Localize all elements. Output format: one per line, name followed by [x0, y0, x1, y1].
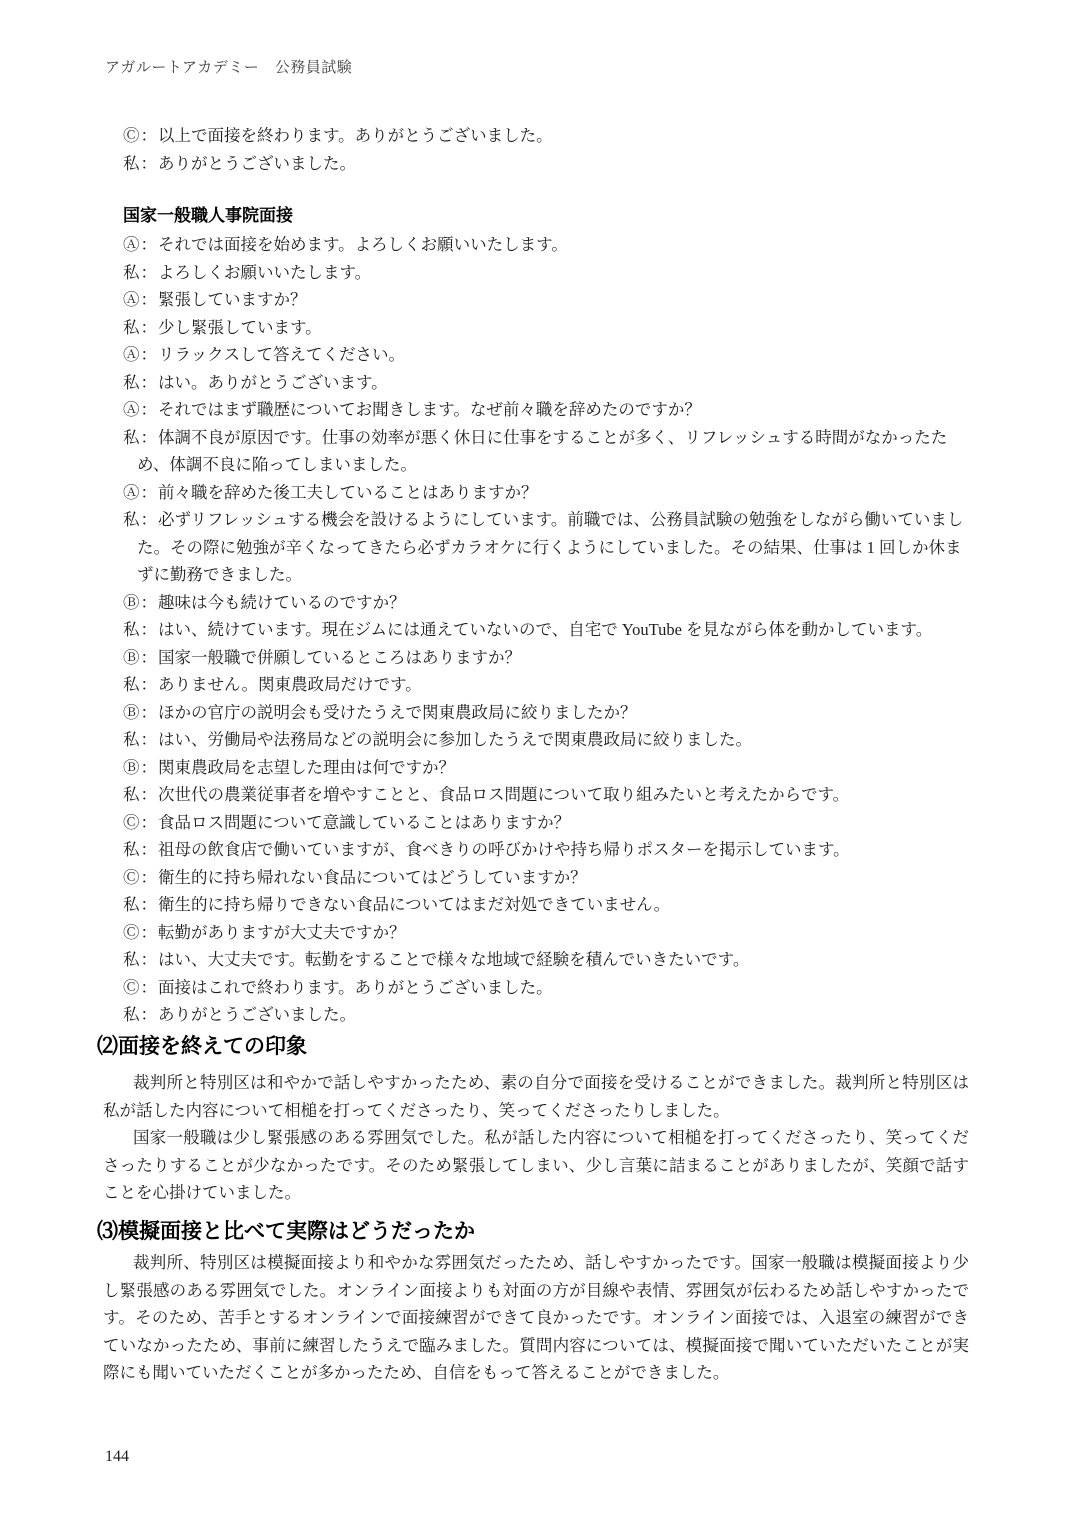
- speaker-label: 私：: [123, 895, 158, 914]
- dialogue-text: 関東農政局を志望した理由は何ですか？: [158, 757, 455, 777]
- dialogue-text: はい。ありがとうございます。: [158, 372, 388, 392]
- dialogue-line: [123, 699, 968, 727]
- speaker-label: 私：: [123, 372, 158, 392]
- doc-header: アガルートアカデミー 公務員試験: [105, 59, 353, 76]
- speaker-label: Ⓑ：: [123, 592, 158, 612]
- speaker-label: 私：: [123, 153, 158, 173]
- dialogue-line: [123, 314, 968, 342]
- dialogue-text: それでは面接を始めます。よろしくお願いいたします。: [158, 235, 568, 254]
- dialogue-line: [123, 341, 968, 369]
- interview-dialogue-block: [123, 231, 968, 1029]
- paragraph: 国家一般職は少し緊張感のある雰囲気でした。私が話した内容について相槌を打ってくださったり、笑ってくださったりすることが少なかったです。そのため緊張してしまい、少し言葉に詰まることがありましたが、笑顔で話すことを心掛けていました。: [103, 1128, 969, 1203]
- dialogue-line: [123, 864, 968, 892]
- section-heading-jinjiin-interview: 国家一般職人事院面接: [123, 206, 293, 225]
- speaker-label: Ⓐ：: [123, 235, 158, 254]
- speaker-label: Ⓑ：: [123, 757, 158, 777]
- speaker-label: 私：: [123, 675, 158, 694]
- dialogue-line: [123, 286, 968, 314]
- speaker-label: 私：: [123, 427, 158, 447]
- dialogue-text: 面接はこれで終わります。ありがとうございました。: [158, 977, 553, 997]
- dialogue-line: [123, 781, 968, 809]
- dialogue-text: それではまず職歴についてお聞きします。なぜ前々職を辞めたのですか？: [158, 400, 701, 419]
- dialogue-text: 趣味は今も続けているのですか？: [158, 592, 406, 612]
- dialogue-text: 衛生的に持ち帰りできない食品についてはまだ対処できていません。: [158, 895, 671, 914]
- dialogue-text: ありがとうございました。: [158, 1005, 356, 1024]
- comparison-paragraphs: [103, 1249, 969, 1387]
- dialogue-line: [123, 479, 968, 507]
- dialogue-text: 以上で面接を終わります。ありがとうございました。: [158, 126, 553, 145]
- dialogue-line: [123, 946, 968, 974]
- dialogue-line: [123, 506, 968, 589]
- dialogue-text: リラックスして答えてください。: [158, 345, 406, 364]
- dialogue-text: 緊張していますか？: [158, 290, 307, 309]
- dialogue-text: 必ずリフレッシュする機会を設けるようにしています。前職では、公務員試験の勉強をしながら働いていました。その際に勉強が辛くなってきたら必ずカラオケに行くようにしていました。その結果、仕事は 1 回しか休まずに勤務できました。: [137, 510, 964, 584]
- dialogue-line: [123, 836, 968, 864]
- dialogue-line: [123, 754, 968, 782]
- dialogue-line: [123, 369, 968, 397]
- dialogue-line: [123, 891, 968, 919]
- dialogue-line: [123, 809, 968, 837]
- speaker-label: Ⓒ：: [123, 126, 158, 145]
- dialogue-text: はい、労働局や法務局などの説明会に参加したうえで関東農政局に絞りました。: [158, 730, 752, 749]
- speaker-label: Ⓐ：: [123, 290, 158, 309]
- dialogue-line: [123, 231, 968, 259]
- dialogue-text: 少し緊張しています。: [158, 317, 322, 337]
- speaker-label: 私：: [123, 510, 158, 529]
- dialogue-text: 衛生的に持ち帰れない食品についてはどうしていますか？: [158, 867, 587, 887]
- speaker-label: 私：: [123, 840, 158, 859]
- page-number: 144: [105, 1448, 129, 1465]
- dialogue-line: [123, 726, 968, 754]
- dialogue-text: 次世代の農業従事者を増やすことと、食品ロス問題について取り組みたいと考えたからです。: [158, 785, 850, 804]
- dialogue-text: 食品ロス問題について意識していることはありますか？: [158, 812, 571, 832]
- speaker-label: 私：: [123, 730, 158, 749]
- speaker-label: Ⓐ：: [123, 482, 158, 502]
- dialogue-line: [123, 259, 968, 287]
- speaker-label: Ⓐ：: [123, 400, 158, 419]
- dialogue-line: [123, 424, 968, 479]
- speaker-label: Ⓒ：: [123, 922, 158, 942]
- dialogue-line: [123, 396, 968, 424]
- speaker-label: 私：: [123, 785, 158, 804]
- dialogue-line: [123, 644, 968, 672]
- dialogue-line: [123, 1001, 968, 1029]
- dialogue-line: [123, 616, 968, 644]
- section-heading-impressions: ⑵面接を終えての印象: [97, 1035, 307, 1058]
- dialogue-line: [123, 122, 968, 150]
- dialogue-line: [123, 150, 968, 178]
- speaker-label: 私：: [123, 620, 158, 639]
- speaker-label: Ⓒ：: [123, 867, 158, 887]
- closing-dialogue-block: [123, 122, 968, 177]
- paragraph: 裁判所と特別区は和やかで話しやすかったため、素の自分で面接を受けることができました。裁判所と特別区は私が話した内容について相槌を打ってくださったり、笑ってくださったりしました。: [103, 1073, 969, 1120]
- dialogue-text: ありがとうございました。: [158, 153, 356, 173]
- dialogue-text: 転勤がありますが大丈夫ですか？: [158, 922, 406, 942]
- dialogue-text: 国家一般職で併願しているところはありますか？: [158, 647, 521, 667]
- paragraph: 裁判所、特別区は模擬面接より和やかな雰囲気だったため、話しやすかったです。国家一般職は模擬面接より少し緊張感のある雰囲気でした。オンライン面接よりも対面の方が目線や表情、雰囲気が伝わるため話しやすかったです。そのため、苦手とするオンラインで面接練習ができて良かったです。オンライン面接では、入退室の練習ができていなかったため、事前に練習したうえで臨みました。質問内容については、模擬面接で聞いていただいたことが実際にも聞いていただくことが多かったため、自信をもって答えることができました。: [103, 1253, 969, 1383]
- speaker-label: 私：: [123, 262, 158, 282]
- speaker-label: Ⓑ：: [123, 647, 158, 667]
- dialogue-text: 体調不良が原因です。仕事の効率が悪く休日に仕事をすることが多く、リフレッシュする時間がなかったため、体調不良に陥ってしまいました。: [137, 427, 948, 474]
- dialogue-line: [123, 974, 968, 1002]
- dialogue-text: はい、大丈夫です。転勤をすることで様々な地域で経験を積んでいきたいです。: [158, 950, 750, 969]
- speaker-label: 私：: [123, 1005, 158, 1024]
- dialogue-line: [123, 919, 968, 947]
- speaker-label: 私：: [123, 317, 158, 337]
- section-heading-comparison: ⑶模擬面接と比べて実際はどうだったか: [97, 1220, 475, 1243]
- speaker-label: Ⓒ：: [123, 977, 158, 997]
- dialogue-line: [123, 671, 968, 699]
- dialogue-line: [123, 589, 968, 617]
- dialogue-text: よろしくお願いいたします。: [158, 262, 372, 282]
- dialogue-text: 祖母の飲食店で働いていますが、食べきりの呼びかけや持ち帰りポスターを掲示しています。: [158, 840, 850, 859]
- dialogue-text: ありません。関東農政局だけです。: [158, 675, 422, 694]
- dialogue-text: ほかの官庁の説明会も受けたうえで関東農政局に絞りましたか？: [158, 702, 637, 722]
- speaker-label: Ⓒ：: [123, 812, 158, 832]
- speaker-label: Ⓑ：: [123, 702, 158, 722]
- speaker-label: Ⓐ：: [123, 345, 158, 364]
- speaker-label: 私：: [123, 950, 158, 969]
- dialogue-text: 前々職を辞めた後工夫していることはありますか？: [158, 482, 538, 502]
- dialogue-text: はい、続けています。現在ジムには通えていないので、自宅で YouTube を見ながら体を動かしています。: [158, 620, 933, 639]
- impressions-paragraphs: [103, 1069, 969, 1207]
